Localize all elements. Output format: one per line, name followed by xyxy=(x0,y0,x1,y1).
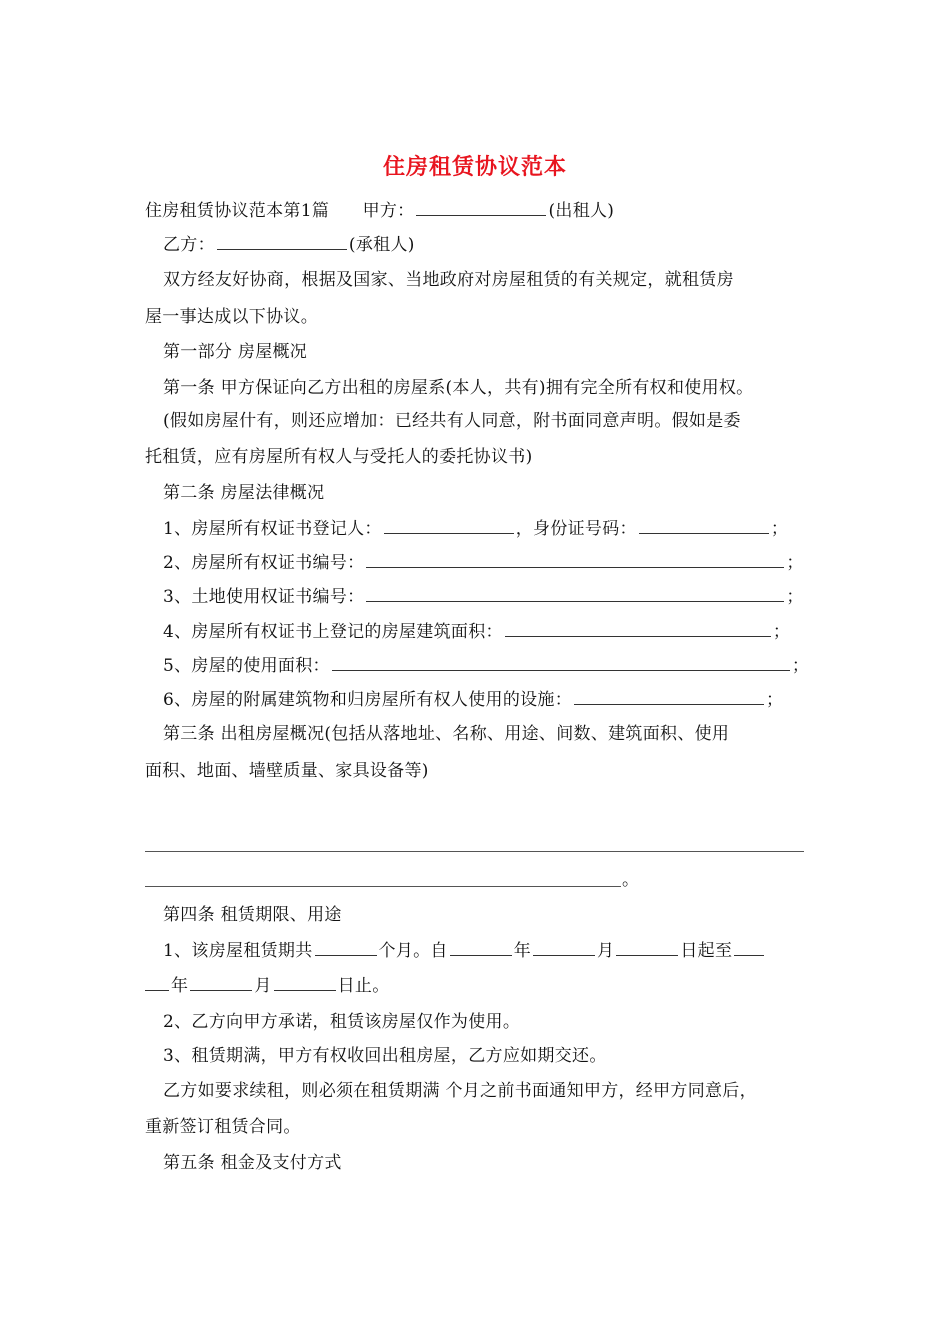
id-number-blank xyxy=(639,517,769,534)
article-4-heading: 第四条 租赁期限、用途 xyxy=(163,905,342,925)
start-year-blank xyxy=(450,939,512,956)
term-1-until: 日起至 xyxy=(680,941,733,961)
item-4-label: 4、房屋所有权证书上登记的房屋建筑面积： xyxy=(163,622,503,642)
item-4-blank xyxy=(505,620,771,637)
fill-in-rule-2 xyxy=(145,886,621,887)
part-1-heading: 第一部分 房屋概况 xyxy=(163,342,308,362)
section-heading-1: 住房租赁协议范本第1篇 xyxy=(145,201,330,221)
item-1-label: 1、房屋所有权证书登记人： xyxy=(163,519,382,539)
article-3-line-1: 第三条 出租房屋概况(包括从落地址、名称、用途、间数、建筑面积、使用 xyxy=(163,724,730,744)
item-5 xyxy=(163,654,809,677)
party-b-blank xyxy=(217,233,347,250)
term-1-from: 个月。自 xyxy=(378,941,448,961)
item-2-semicolon: ； xyxy=(786,553,804,573)
item-4 xyxy=(163,620,790,643)
document-title: 住房租赁协议范本 xyxy=(382,154,567,180)
item-2-blank xyxy=(366,551,784,568)
item-3-blank xyxy=(366,585,784,602)
start-month-blank xyxy=(533,939,595,956)
item-6-semicolon: ； xyxy=(766,690,784,710)
end-month-blank xyxy=(190,974,252,991)
party-a-role: (出租人) xyxy=(548,201,615,221)
fill-in-rule-1 xyxy=(145,851,804,852)
party-a-blank xyxy=(416,199,546,216)
paragraph-intro-1: 双方经友好协商，根据及国家、当地政府对房屋租赁的有关规定，就租赁房 xyxy=(163,270,734,290)
term-3: 3、租赁期满，甲方有权收回出租房屋，乙方应如期交还。 xyxy=(163,1046,607,1066)
party-a-label: 甲方： xyxy=(362,201,415,221)
article-1: 第一条 甲方保证向乙方出租的房屋系(本人，共有)拥有完全所有权和使用权。 xyxy=(163,378,754,398)
item-2 xyxy=(163,551,804,574)
renewal-line-2: 重新签订租赁合同。 xyxy=(145,1117,301,1137)
item-6 xyxy=(163,688,783,711)
fill-in-period: 。 xyxy=(622,870,640,890)
party-b-role: (承租人) xyxy=(348,235,415,255)
item-2-label: 2、房屋所有权证书编号： xyxy=(163,553,365,573)
registrant-blank xyxy=(384,517,514,534)
end-day-blank xyxy=(274,974,336,991)
paragraph-intro-2: 屋一事达成以下协议。 xyxy=(145,307,318,327)
item-3 xyxy=(163,585,804,608)
end-year-blank-part-1 xyxy=(734,939,764,956)
term-1 xyxy=(163,939,766,962)
start-day-blank xyxy=(616,939,678,956)
term-1-continued xyxy=(145,974,390,997)
term-1-end: 日止。 xyxy=(337,976,390,996)
end-year-blank-part-2 xyxy=(145,974,169,991)
start-month-label: 月 xyxy=(597,941,615,961)
months-blank xyxy=(315,939,377,956)
item-1 xyxy=(163,517,788,540)
end-month-label: 月 xyxy=(254,976,272,996)
term-1-label: 1、该房屋租赁期共 xyxy=(163,941,313,961)
item-5-label: 5、房屋的使用面积： xyxy=(163,656,330,676)
end-year-label: 年 xyxy=(171,976,189,996)
item-5-semicolon: ； xyxy=(791,656,810,676)
term-2: 2、乙方向甲方承诺，租赁该房屋仅作为使用。 xyxy=(163,1012,521,1032)
id-number-label: ，身份证号码： xyxy=(515,519,637,539)
start-year-label: 年 xyxy=(513,941,532,961)
line-party-b xyxy=(163,233,415,256)
line-party-a xyxy=(145,199,614,222)
item-6-label: 6、房屋的附属建筑物和归房屋所有权人使用的设施： xyxy=(163,690,573,710)
renewal-line-1: 乙方如要求续租，则必须在租赁期满 个月之前书面通知甲方，经甲方同意后， xyxy=(163,1081,757,1101)
item-3-semicolon: ； xyxy=(786,587,804,607)
item-5-blank xyxy=(332,654,790,671)
article-1-note-1: (假如房屋什有，则还应增加：已经共有人同意，附书面同意声明。假如是委 xyxy=(163,411,741,431)
item-1-semicolon: ； xyxy=(770,519,789,539)
party-b-label: 乙方： xyxy=(163,235,215,255)
item-3-label: 3、土地使用权证书编号： xyxy=(163,587,365,607)
item-4-semicolon: ； xyxy=(772,622,791,642)
item-6-blank xyxy=(574,688,764,705)
article-2-heading: 第二条 房屋法律概况 xyxy=(163,483,325,503)
article-1-note-2: 托租赁，应有房屋所有权人与受托人的委托协议书) xyxy=(145,447,533,467)
article-5-heading: 第五条 租金及支付方式 xyxy=(163,1153,342,1173)
article-3-line-2: 面积、地面、墙壁质量、家具设备等) xyxy=(145,761,429,781)
